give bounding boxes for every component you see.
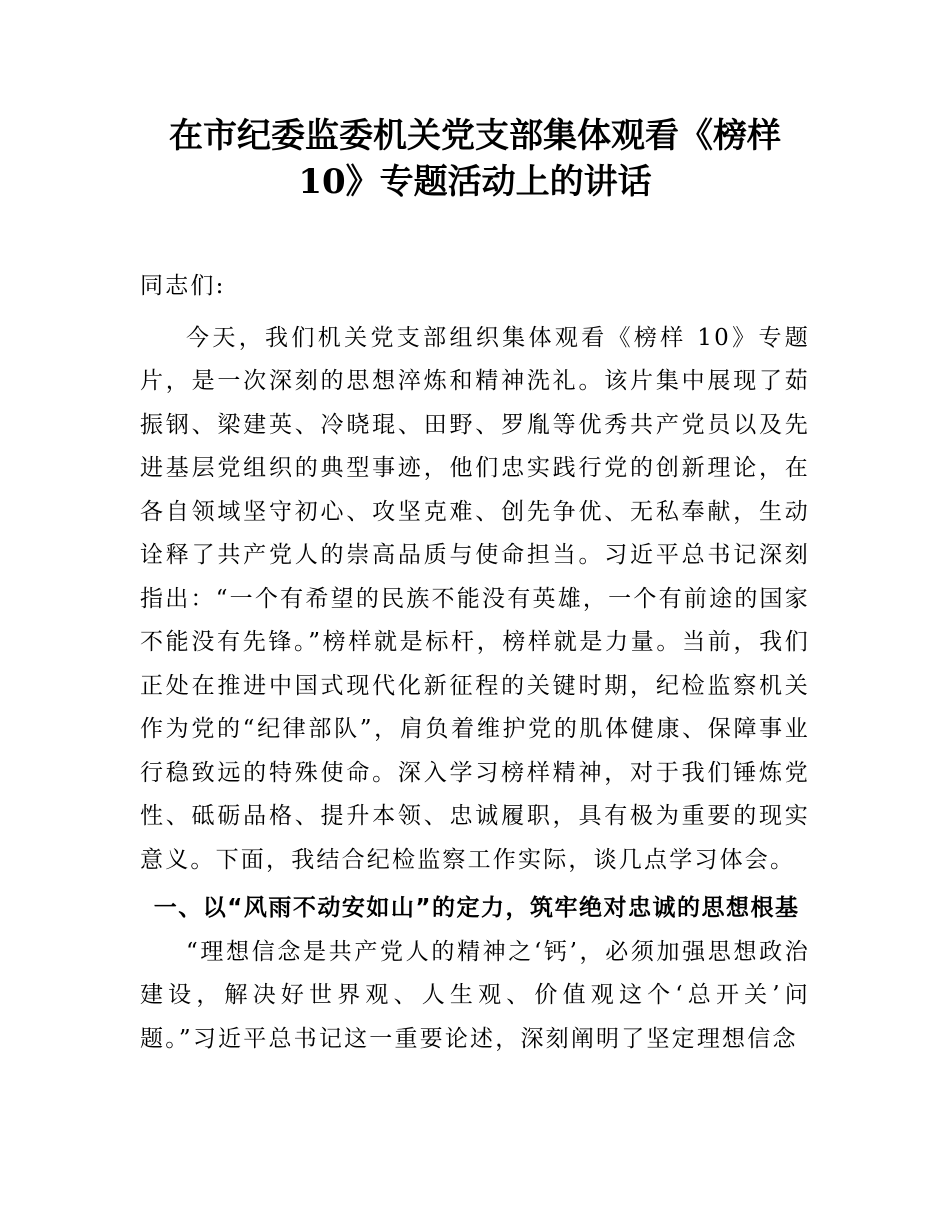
document-body	[140, 265, 810, 1061]
title-line-2: 10》专题活动上的讲话	[298, 162, 652, 202]
salutation: 同志们:	[140, 273, 226, 299]
document-title	[140, 113, 810, 205]
intro-paragraph: 今天，我们机关党支部组织集体观看《榜样 10》专题片，是一次深刻的思想淬炼和精神洗礼。该片集中展现了茹振钢、梁建英、冷晓琨、田野、罗胤等优秀共产党员以及先进基层党组织的典型事迹，他们忠实践行党的创新理论，在各自领域坚守初心、攻坚克难、创先争优、无私奉献，生动诠释了共产党人的崇高品质与使命担当。习近平总书记深刻指出：“一个有希望的民族不能没有英雄，一个有前途的国家不能没有先锋。”榜样就是标杆，榜样就是力量。当前，我们正处在推进中国式现代化新征程的关键时期，纪检监察机关作为党的“纪律部队”，肩负着维护党的肌体健康、保障事业行稳致远的特殊使命。深入学习榜样精神，对于我们锤炼党性、砥砺品格、提升本领、忠诚履职，具有极为重要的现实意义。下面，我结合纪检监察工作实际，谈几点学习体会。	[140, 324, 810, 873]
title-line-1: 在市纪委监委机关党支部集体观看《榜样	[169, 116, 781, 156]
section-heading-1: 一、以“风雨不动安如山”的定力，筑牢绝对忠诚的思想根基	[153, 895, 800, 921]
section-1-paragraph: “理想信念是共产党人的精神之‘钙’，必须加强思想政治建设，解决好世界观、人生观、价值观这个‘总开关’问题。”习近平总书记这一重要论述，深刻阐明了坚定理想信念	[140, 938, 810, 1052]
